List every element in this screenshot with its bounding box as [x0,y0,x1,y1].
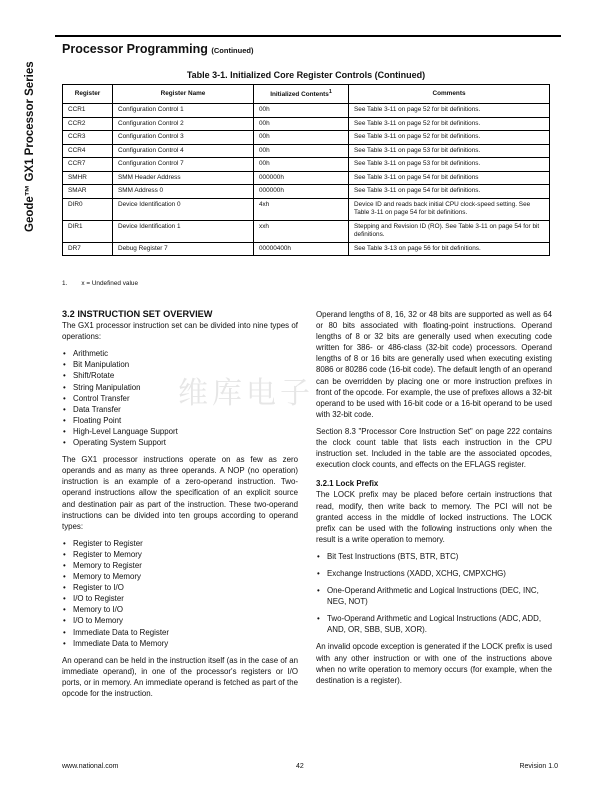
watermark: 维库电子 [178,376,314,411]
operand-groups-list [62,538,298,649]
column-header [63,85,113,104]
table-cell: DR7 [63,242,113,256]
list-item: • Bit Manipulation [62,359,298,370]
table-cell: 4xh [254,198,349,220]
list-item: • Bit Test Instructions (BTS, BTR, BTC) [316,551,552,562]
list-item: • String Manipulation [62,382,298,393]
table-row [63,158,550,172]
header-text: Register [74,89,101,97]
paragraph: Section 8.3 "Processor Core Instruction Set" on page 222 contains the clock count table that lists each instruction in the CPU instruction set. Included in the table are the associated opcodes, execution clock counts, and effects on the EFLAGS register. [316,426,552,470]
paragraph: The LOCK prefix may be placed before certain instructions that read, modify, then write back to memory. The PCI will not be granted access in the middle of locked instructions. The LOCK prefix can be used with the following instructions only when the result is a write operation to memory. [316,490,552,544]
section-heading: 3.2 INSTRUCTION SET OVERVIEW [62,309,213,319]
operation-types-list [62,348,298,448]
table-header-row [63,85,550,104]
header-text: Register Name [160,89,206,97]
subsection-heading: 3.2.1 Lock Prefix [316,479,379,489]
list-item: • Two-Operand Arithmetic and Logical Instructions (ADC, ADD, AND, OR, SBB, SUB, XOR). [316,613,552,635]
table-row [63,220,550,242]
table-row [63,242,550,256]
left-column [62,309,298,705]
table-cell: See Table 3-11 on page 53 for bit definitions. [349,144,550,158]
table-cell: 00h [254,144,349,158]
table-row [63,104,550,118]
list-item: • Arithmetic [62,348,298,359]
table-cell: See Table 3-11 on page 54 for bit definitions [349,171,550,185]
table-cell: Device Identification 1 [113,220,254,242]
list-item: • Register to Memory [62,549,298,560]
table-cell: xxh [254,220,349,242]
paragraph: The GX1 processor instruction set can be divided into nine types of operations: [62,321,298,342]
list-item: • I/O to Memory [62,615,298,626]
paragraph: An operand can be held in the instruction itself (as in the case of an immediate operand), in one of the processor's registers or I/O ports, or in memory. An immediate operand is fetched as part of the opcode for the instruction. [62,655,298,698]
list-item: • I/O to Register [62,593,298,604]
table-cell: See Table 3-13 on page 56 for bit definitions. [349,242,550,256]
footer-url[interactable]: www.national.com [62,763,119,770]
table-caption: Table 3-1. Initialized Core Register Controls (Continued) [186,70,426,80]
table-footnote [62,280,152,287]
table-cell: Configuration Control 7 [113,158,254,172]
list-item: • Exchange Instructions (XADD, XCHG, CMPXCHG) [316,568,552,579]
side-series-title: Geode™ GX1 Processor Series [24,61,36,232]
table-cell: CCR7 [63,158,113,172]
table-cell: See Table 3-11 on page 54 for bit definitions. [349,185,550,199]
table-cell: SMAR [63,185,113,199]
lock-instructions-list [316,551,552,636]
table-cell: CCR2 [63,117,113,131]
list-item: • Data Transfer [62,404,298,415]
table-row [63,198,550,220]
page-title [62,42,253,56]
table-cell: 00h [254,158,349,172]
right-column [316,309,552,692]
table-cell: CCR4 [63,144,113,158]
table-cell: See Table 3-11 on page 52 for bit definitions. [349,104,550,118]
table-row [63,171,550,185]
table-cell: Configuration Control 3 [113,131,254,145]
list-item: • Immediate Data to Memory [62,638,298,649]
table-row [63,185,550,199]
list-item: • Register to I/O [62,582,298,593]
table-cell: 00h [254,104,349,118]
list-item: • Control Transfer [62,393,298,404]
header-text: Initialized Contents [270,91,329,99]
table-cell: SMHR [63,171,113,185]
footnote-number: 1. [62,280,68,287]
list-item: • Floating Point [62,415,298,426]
table-cell: Configuration Control 2 [113,117,254,131]
list-item: • Immediate Data to Register [62,627,298,638]
table-cell: Configuration Control 1 [113,104,254,118]
list-item: • Operating System Support [62,437,298,448]
footnote-text: x = Undefined value [81,280,139,287]
list-item: • Memory to I/O [62,604,298,615]
table-cell: 000000h [254,171,349,185]
table-cell: Device Identification 0 [113,198,254,220]
list-item: • Register to Register [62,538,298,549]
table-cell: CCR3 [63,131,113,145]
paragraph: An invalid opcode exception is generated if the LOCK prefix is used with any other instruction or with one of the instructions above when no write operation to memory occurs (for example, when the destination is a register). [316,642,552,685]
list-item: • High-Level Language Support [62,426,298,437]
top-rule [55,35,561,37]
table-cell: Debug Register 7 [113,242,254,256]
column-header [349,85,550,104]
table-cell: Stepping and Revision ID (RO). See Table 3-11 on page 54 for bit definitions. [349,220,550,242]
footnote-marker: 1 [328,89,332,96]
table-cell: 00000400h [254,242,349,256]
revision: Revision 1.0 [519,763,558,770]
register-table [62,84,550,256]
table-cell: See Table 3-11 on page 52 for bit definitions. [349,131,550,145]
table-cell: Configuration Control 4 [113,144,254,158]
table-cell: See Table 3-11 on page 53 for bit definitions. [349,158,550,172]
column-header [113,85,254,104]
table-row [63,131,550,145]
table-cell: SMM Address 0 [113,185,254,199]
list-item: • Shift/Rotate [62,370,298,381]
table-row [63,144,550,158]
table-cell: 000000h [254,185,349,199]
table-cell: 00h [254,117,349,131]
list-item: • Memory to Register [62,560,298,571]
page-number: 42 [296,763,304,770]
title-text: Processor Programming [62,42,208,56]
table-cell: CCR1 [63,104,113,118]
table-cell: Device ID and reads back initial CPU clock-speed setting. See Table 3-11 on page 54 for bit definitions. [349,198,550,220]
list-item: • One-Operand Arithmetic and Logical Instructions (DEC, INC, NEG, NOT) [316,585,552,607]
paragraph: The GX1 processor instructions operate on as few as zero operands and as many as three operands. A NOP (no operation) instruction is an example of a zero-operand instruction. Two-operand instructions allow the specification of an explicit source and destination pair as part of the instruction. These two-operand instructions can be divided into ten groups according to operand types: [62,455,298,531]
table-cell: DIR1 [63,220,113,242]
list-item: • Memory to Memory [62,571,298,582]
title-continued: (Continued) [211,46,254,55]
paragraph: Operand lengths of 8, 16, 32 or 48 bits are supported as well as 64 or 80 bits associated with floating-point instructions. Operand lengths of 8 or 32 bits are generally used when executing code written for 386- or 486-class (32-bit code) processors. Operand lengths of 8 or 16 bits are generally used when executing existing 8086 or 80286 code (16-bit code). The default length of an operand can be overridden by placing one or more instruction prefixes in front of the opcode. For example, the use of prefixes allows a 32-bit operand to be used with 16-bit code or a 16-bit operand to be used with 32-bit code. [316,310,552,419]
table-cell: See Table 3-11 on page 52 for bit definitions. [349,117,550,131]
column-header [254,85,349,104]
table-cell: DIR0 [63,198,113,220]
header-text: Comments [432,89,466,97]
table-row [63,117,550,131]
table-cell: SMM Header Address [113,171,254,185]
table-cell: 00h [254,131,349,145]
